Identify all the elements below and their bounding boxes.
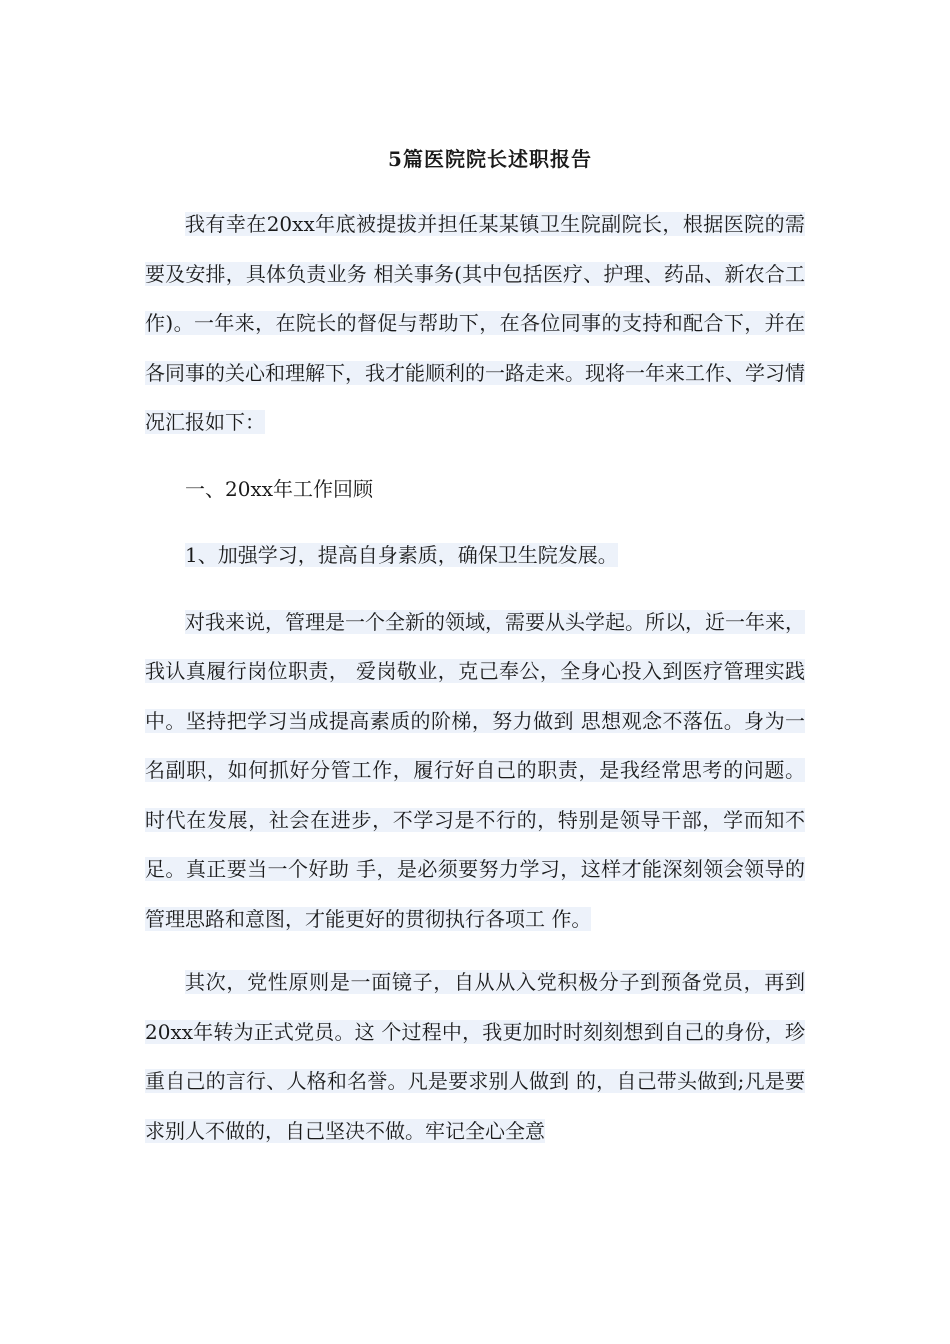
subsection-heading xyxy=(145,531,805,581)
paragraph-intro xyxy=(145,200,805,448)
subsection-heading-text: 1、加强学习，提高自身素质，确保卫生院发展。 xyxy=(185,543,618,567)
document-body xyxy=(145,200,805,1156)
section-heading-text: 一、20xx年工作回顾 xyxy=(185,476,374,501)
paragraph-learning xyxy=(145,598,805,945)
paragraph-party-principle xyxy=(145,958,805,1156)
section-heading xyxy=(145,465,805,515)
paragraph-text: 我有幸在20xx年底被提拔并担任某某镇卫生院副院长，根据医院的需要及安排，具体负责业务 相关事务(其中包括医疗、护理、药品、新农合工作)。一年来，在院长的督促与帮助下，在各位同事的支持和配合下，并在各同事的关心和理解下，我才能顺利的一路走来。现将一年来工作、学习情 况汇报如下： xyxy=(145,212,805,434)
document-title: 5篇医院院长述职报告 xyxy=(388,147,592,171)
paragraph-text: 其次，党性原则是一面镜子，自从从入党积极分子到预备党员，再到20xx年转为正式党员。这 个过程中，我更加时时刻刻想到自己的身份，珍重自己的言行、人格和名誉。凡是要求别人做到 的，自己带头做到;凡是要求别人不做的，自己坚决不做。牢记全心全意 xyxy=(145,970,805,1143)
paragraph-text: 对我来说，管理是一个全新的领域，需要从头学起。所以，近一年来，我认真履行岗位职责， 爱岗敬业，克己奉公，全身心投入到医疗管理实践中。坚持把学习当成提高素质的阶梯，努力做到 思想观念不落伍。身为一名副职，如何抓好分管工作，履行好自己的职责，是我经常思考的问题。 时代在发展，社会在进步，不学习是不行的，特别是领导干部，学而知不足。真正要当一个好助 手，是必须要努力学习，这样才能深刻领会领导的管理思路和意图，才能更好的贯彻执行各项工 作。 xyxy=(145,609,805,931)
